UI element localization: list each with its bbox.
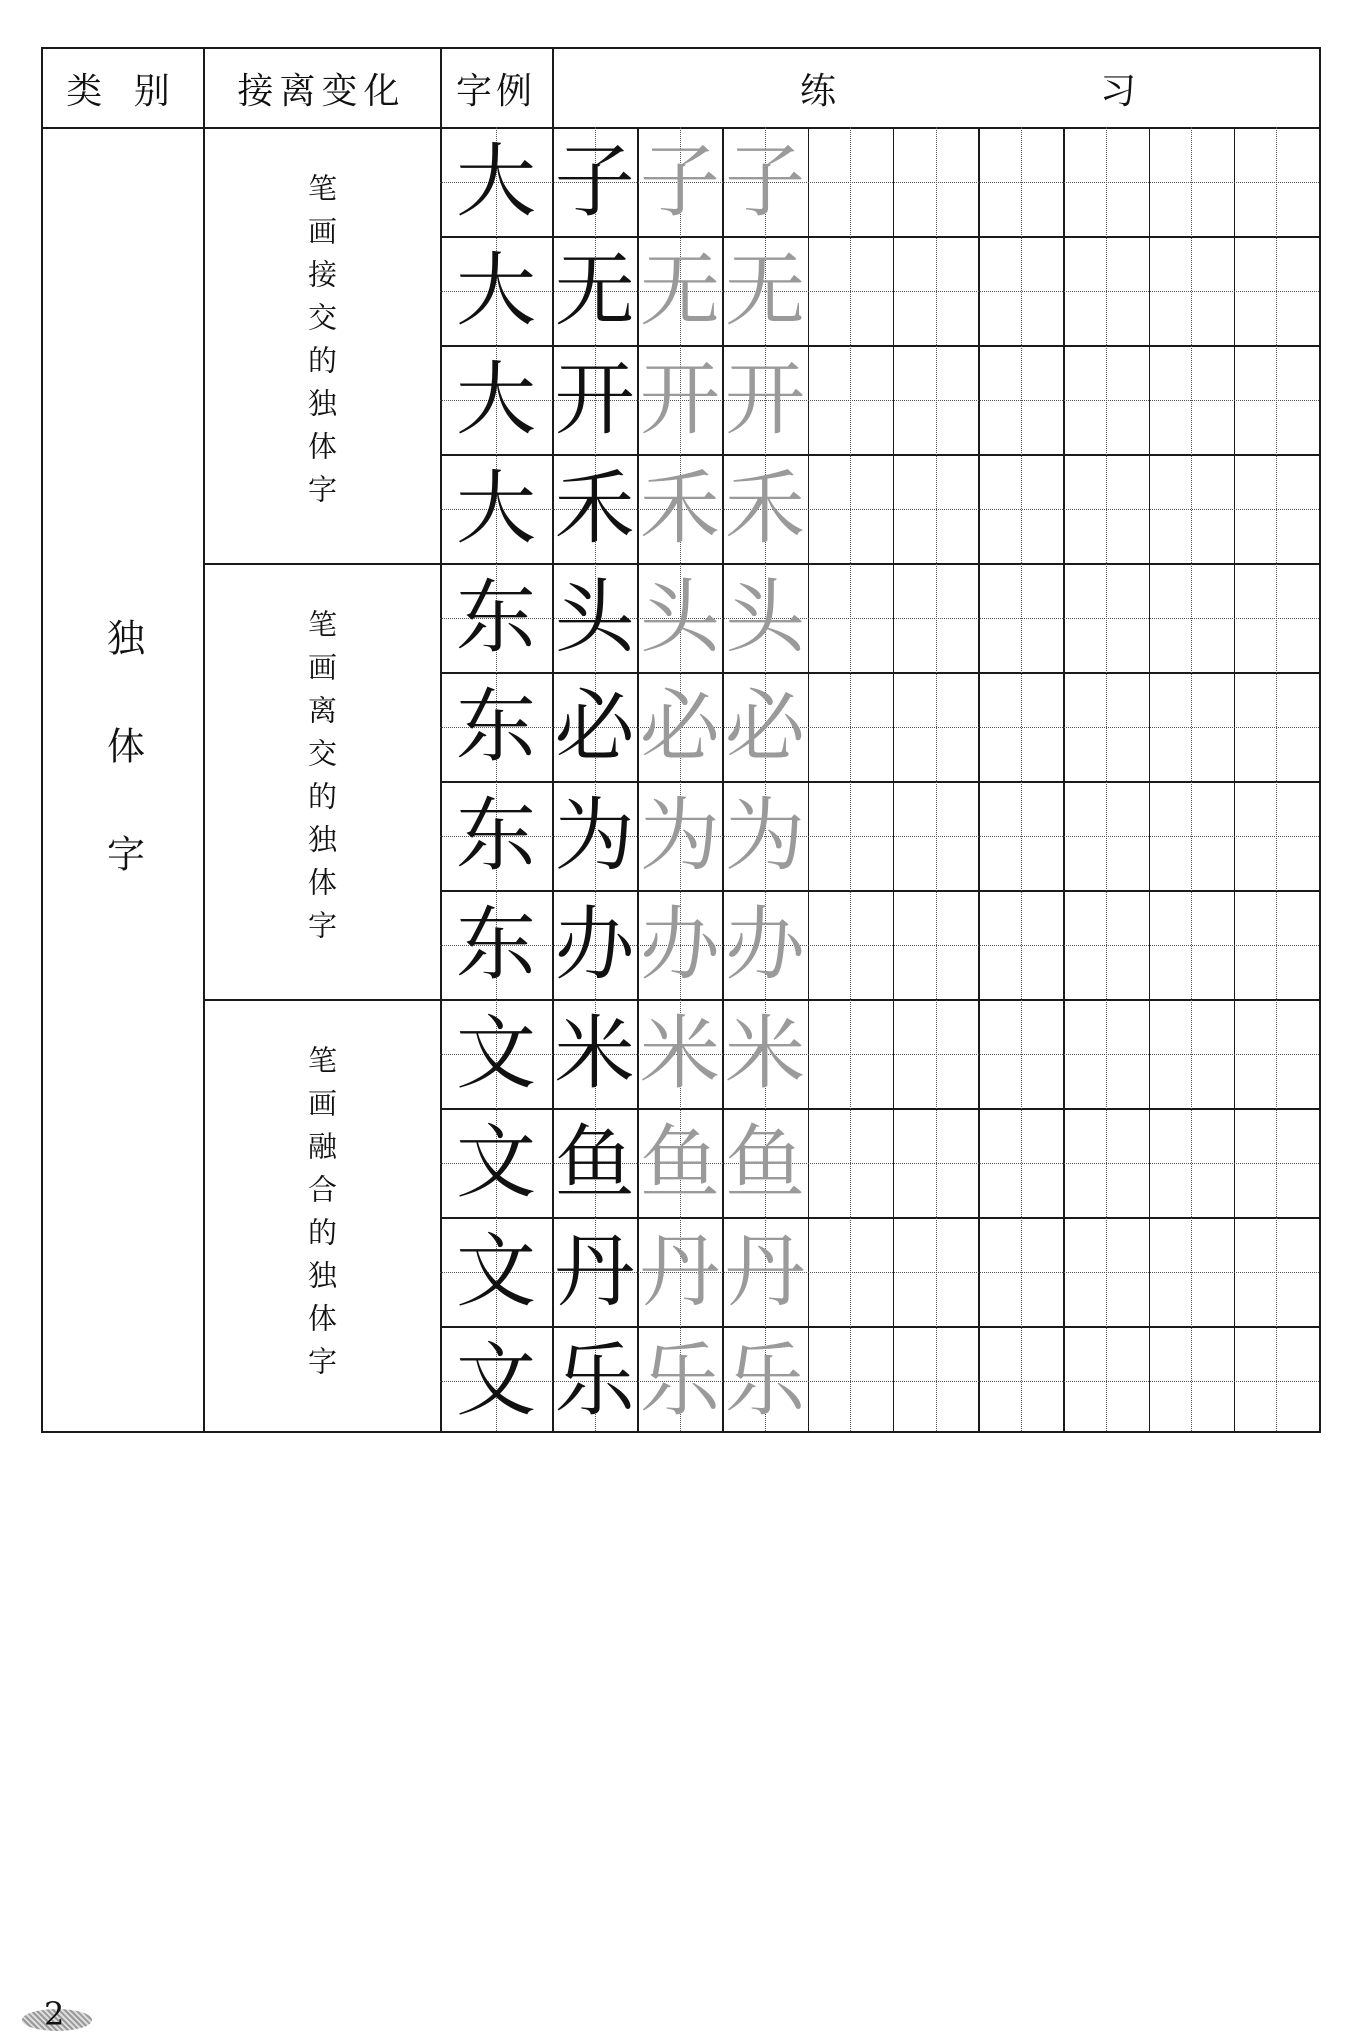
model-char: 鱼 xyxy=(554,1115,635,1209)
example-char: 东 xyxy=(456,788,536,882)
trace-char: 米 xyxy=(725,1006,806,1100)
trace-char: 乐 xyxy=(725,1333,806,1427)
model-char: 头 xyxy=(554,570,635,664)
practice-table xyxy=(41,47,1321,1433)
header-variation: 接离变化 xyxy=(237,70,406,112)
cell-midline xyxy=(1191,127,1192,1431)
cell-midline xyxy=(1021,127,1022,1431)
example-char: 文 xyxy=(456,1006,536,1100)
example-char: 文 xyxy=(456,1333,536,1427)
trace-char: 必 xyxy=(725,679,806,773)
trace-char: 开 xyxy=(725,352,806,446)
trace-char: 子 xyxy=(725,134,806,228)
cell-divider xyxy=(1234,127,1236,1431)
col-divider xyxy=(203,49,205,1431)
page-number: 2 xyxy=(44,1995,65,2033)
trace-char: 无 xyxy=(725,243,806,337)
example-char: 东 xyxy=(456,570,536,664)
trace-char: 乐 xyxy=(639,1333,720,1427)
header-category: 类 别 xyxy=(66,70,180,112)
group-label-3: 笔画融合的独体字 xyxy=(304,1045,338,1389)
trace-char: 鱼 xyxy=(725,1115,806,1209)
trace-char: 禾 xyxy=(639,461,720,555)
trace-char: 办 xyxy=(725,897,806,991)
trace-char: 无 xyxy=(639,243,720,337)
model-char: 必 xyxy=(554,679,635,773)
category-label: 独体字 xyxy=(100,618,145,942)
cell-divider xyxy=(893,127,895,1431)
model-char: 开 xyxy=(554,352,635,446)
cell-divider xyxy=(1063,127,1065,1431)
example-char: 东 xyxy=(456,897,536,991)
example-char: 文 xyxy=(456,1115,536,1209)
model-char: 为 xyxy=(554,788,635,882)
trace-char: 必 xyxy=(639,679,720,773)
model-char: 禾 xyxy=(554,461,635,555)
example-char: 文 xyxy=(456,1224,536,1318)
cell-midline xyxy=(850,127,851,1431)
trace-char: 头 xyxy=(639,570,720,664)
cell-midline xyxy=(1276,127,1277,1431)
trace-char: 鱼 xyxy=(639,1115,720,1209)
example-char: 大 xyxy=(456,461,536,555)
example-char: 大 xyxy=(456,243,536,337)
trace-char: 开 xyxy=(639,352,720,446)
trace-char: 子 xyxy=(639,134,720,228)
trace-char: 为 xyxy=(725,788,806,882)
group-label-1: 笔画接交的独体字 xyxy=(304,173,338,517)
trace-char: 头 xyxy=(725,570,806,664)
group-label-2: 笔画离交的独体字 xyxy=(304,609,338,953)
header-example: 字例 xyxy=(455,70,536,112)
cell-divider xyxy=(1149,127,1151,1431)
header-practice-left: 练 xyxy=(799,70,846,112)
example-char: 大 xyxy=(456,134,536,228)
trace-char: 禾 xyxy=(725,461,806,555)
model-char: 米 xyxy=(554,1006,635,1100)
cell-divider xyxy=(978,127,980,1431)
model-char: 乐 xyxy=(554,1333,635,1427)
trace-char: 丹 xyxy=(639,1224,720,1318)
header-practice-right: 习 xyxy=(1099,70,1146,112)
cell-midline xyxy=(1106,127,1107,1431)
example-char: 大 xyxy=(456,352,536,446)
trace-char: 办 xyxy=(639,897,720,991)
model-char: 办 xyxy=(554,897,635,991)
page-number-badge xyxy=(22,1995,92,2033)
model-char: 丹 xyxy=(554,1224,635,1318)
cell-midline xyxy=(936,127,937,1431)
trace-char: 为 xyxy=(639,788,720,882)
example-char: 东 xyxy=(456,679,536,773)
trace-char: 丹 xyxy=(725,1224,806,1318)
trace-char: 米 xyxy=(639,1006,720,1100)
model-char: 无 xyxy=(554,243,635,337)
model-char: 子 xyxy=(554,134,635,228)
